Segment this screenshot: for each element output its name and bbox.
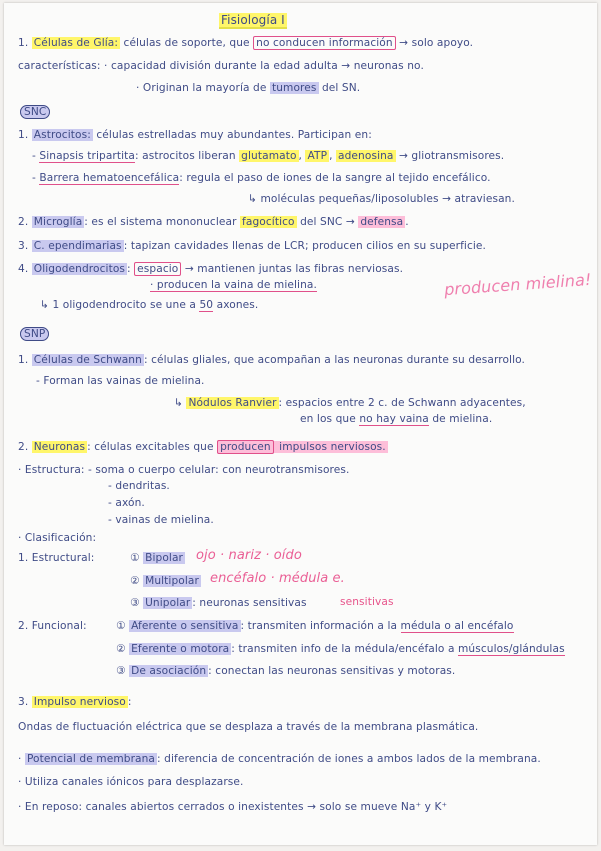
note-text: : células gliales, que acompañan a las neuronas durante su desarrollo. bbox=[143, 354, 525, 366]
note-text: producen mielina! bbox=[443, 269, 592, 300]
notebook-page bbox=[4, 3, 597, 845]
note-text: Sinapsis tripartita bbox=[39, 150, 136, 162]
ependimarias-line bbox=[18, 240, 486, 252]
glia-tumors bbox=[136, 82, 360, 94]
note-text: 2. bbox=[18, 441, 32, 453]
note-text: encéfalo · médula e. bbox=[210, 571, 345, 586]
note-text: Células de Glía: bbox=[33, 37, 119, 49]
note-text: ↳ bbox=[174, 397, 187, 409]
note-text: características: · capacidad división durante la edad adulta → neuronas no. bbox=[18, 60, 424, 72]
oligodendrocitos-mielina bbox=[150, 279, 317, 291]
note-text: : células excitables que bbox=[87, 441, 218, 453]
reposo-line bbox=[18, 801, 447, 813]
barrera-line bbox=[32, 172, 491, 184]
canales-line bbox=[18, 776, 244, 788]
glia-line bbox=[18, 37, 473, 49]
note-text: · Clasificación: bbox=[18, 532, 97, 544]
note-text: : bbox=[127, 696, 132, 708]
note-text: Multipolar bbox=[145, 575, 199, 587]
note-text: ③ bbox=[116, 665, 130, 677]
schwann-line bbox=[18, 354, 525, 366]
note-text: ↳ moléculas pequeñas/liposolubles → atraviesan. bbox=[248, 193, 515, 205]
note-text: · bbox=[18, 753, 25, 765]
unipolar-note bbox=[340, 596, 394, 608]
bipolar-line bbox=[130, 552, 185, 564]
note-text: sensitivas bbox=[340, 596, 394, 608]
note-text: → mantienen juntas las fibras nerviosas. bbox=[181, 263, 404, 275]
note-text: → solo apoyo. bbox=[395, 37, 474, 49]
note-text: ↳ 1 oligodendrocito se une a bbox=[40, 299, 200, 311]
note-text: espacio bbox=[134, 262, 181, 276]
note-text: ① bbox=[130, 552, 144, 564]
microglia-line bbox=[18, 216, 409, 228]
note-text: Ondas de fluctuación eléctrica que se desplaza a través de la membrana plasmática. bbox=[18, 721, 479, 733]
note-text: 3. bbox=[18, 240, 32, 252]
note-text: - bbox=[32, 150, 40, 162]
note-text: · Utiliza canales iónicos para desplazarse. bbox=[18, 776, 244, 788]
note-text: Unipolar bbox=[145, 597, 191, 609]
note-text: Aferente o sensitiva bbox=[131, 620, 239, 632]
estructura-axon bbox=[108, 497, 145, 509]
note-text: defensa bbox=[360, 216, 404, 228]
note-text: → gliotransmisores. bbox=[395, 150, 505, 162]
note-text: 4. bbox=[18, 263, 32, 275]
asociacion-line bbox=[116, 665, 455, 677]
note-text: no conducen información bbox=[253, 36, 396, 50]
note-text: : astrocitos liberan bbox=[135, 150, 240, 162]
note-text: C. ependimarias bbox=[33, 240, 122, 252]
note-text: · Estructura: - soma o cuerpo celular: con neurotransmisores. bbox=[18, 464, 350, 476]
note-text: ① bbox=[116, 620, 130, 632]
note-text: glutamato bbox=[241, 150, 297, 162]
note-text: 1. Estructural: bbox=[18, 552, 95, 564]
note-text: médula o al encéfalo bbox=[400, 620, 514, 632]
note-text: 1. bbox=[18, 129, 32, 141]
aferente-line bbox=[116, 620, 514, 632]
astrocitos-line bbox=[18, 129, 372, 141]
snc-heading bbox=[20, 106, 50, 118]
note-text: Fisiología I bbox=[221, 13, 285, 27]
note-text: , bbox=[298, 150, 306, 162]
note-text: células de soporte, que bbox=[120, 37, 254, 49]
note-text: : es el sistema mononuclear bbox=[84, 216, 241, 228]
note-text: De asociación bbox=[131, 665, 207, 677]
note-text: Eferente o motora bbox=[131, 643, 230, 655]
note-text: tumores bbox=[271, 82, 317, 94]
note-text: 2. Funcional: bbox=[18, 620, 87, 632]
note-text: ② bbox=[116, 643, 130, 655]
note-text: fagocítico bbox=[242, 216, 295, 228]
note-text: : bbox=[127, 263, 135, 275]
glia-features bbox=[18, 60, 424, 72]
page-title bbox=[219, 13, 287, 27]
note-text: Neuronas bbox=[33, 441, 86, 453]
note-text: ② bbox=[130, 575, 144, 587]
note-text: Nódulos Ranvier bbox=[188, 397, 277, 409]
note-text: - bbox=[32, 172, 40, 184]
multipolar-line bbox=[130, 575, 201, 587]
note-text: : diferencia de concentración de iones a ambos lados de la membrana. bbox=[157, 753, 541, 765]
note-text: - Forman las vainas de mielina. bbox=[36, 375, 205, 387]
note-text: : neuronas sensitivas bbox=[192, 597, 307, 609]
note-text: Bipolar bbox=[145, 552, 183, 564]
note-text: ③ bbox=[130, 597, 144, 609]
estructura-dendritas bbox=[108, 480, 170, 492]
note-text: axones. bbox=[213, 299, 259, 311]
funcional-line bbox=[18, 620, 87, 632]
note-text: Potencial de membrana bbox=[26, 753, 156, 765]
note-text: de mielina. bbox=[428, 413, 493, 425]
note-text: SNC bbox=[20, 105, 50, 119]
note-text: 3. bbox=[18, 696, 32, 708]
note-text: 50 bbox=[199, 299, 214, 311]
estructura-vainas bbox=[108, 514, 214, 526]
note-text: - axón. bbox=[108, 497, 145, 509]
note-text: Oligodendrocitos bbox=[33, 263, 126, 275]
note-text: ojo · nariz · oído bbox=[196, 548, 302, 563]
note-text: 1. bbox=[18, 37, 32, 49]
eferente-line bbox=[116, 643, 565, 655]
snp-heading bbox=[20, 328, 49, 340]
multipolar-examples bbox=[210, 571, 345, 586]
clasificacion-heading bbox=[18, 532, 96, 544]
note-text: producen bbox=[217, 440, 274, 454]
note-text: células estrelladas muy abundantes. Participan en: bbox=[92, 129, 372, 141]
estructura-line bbox=[18, 464, 349, 476]
note-text: Impulso nervioso bbox=[33, 696, 126, 708]
note-text: Astrocitos: bbox=[33, 129, 91, 141]
note-text: · Originan la mayoría de bbox=[136, 82, 270, 94]
neuronas-line bbox=[18, 441, 388, 453]
note-text: - vainas de mielina. bbox=[108, 514, 214, 526]
note-text: ATP bbox=[307, 150, 328, 162]
note-text: del SN. bbox=[318, 82, 361, 94]
potencial-line bbox=[18, 753, 541, 765]
note-text: : tapizan cavidades llenas de LCR; producen cilios en su superficie. bbox=[123, 240, 487, 252]
note-text: : regula el paso de iones de la sangre al tejido encefálico. bbox=[179, 172, 491, 184]
oligodendrocitos-line bbox=[18, 263, 403, 275]
note-text: SNP bbox=[20, 327, 49, 341]
note-text: en los que bbox=[300, 413, 360, 425]
note-text: : transmiten info de la médula/encéfalo a bbox=[231, 643, 459, 655]
note-text: adenosina bbox=[338, 150, 394, 162]
sinapsis-line bbox=[32, 150, 504, 162]
note-text: , bbox=[329, 150, 337, 162]
note-text: impulsos nerviosos. bbox=[275, 441, 386, 453]
bipolar-examples bbox=[196, 548, 302, 563]
mielina-margin-note bbox=[444, 270, 592, 299]
note-text: Barrera hematoencefálica bbox=[39, 172, 180, 184]
note-text: : espacios entre 2 c. de Schwann adyacentes, bbox=[278, 397, 526, 409]
note-text: : transmiten información a la bbox=[240, 620, 401, 632]
schwann-mielina bbox=[36, 375, 205, 387]
note-text: del SNC → bbox=[296, 216, 359, 228]
note-text: 1. bbox=[18, 354, 32, 366]
unipolar-line bbox=[130, 597, 307, 609]
barrera-detail bbox=[248, 193, 515, 205]
impulso-heading bbox=[18, 696, 132, 708]
ranvier-line bbox=[174, 397, 526, 409]
ranvier-detail bbox=[300, 413, 492, 425]
estructural-line bbox=[18, 552, 94, 564]
note-text: 2. bbox=[18, 216, 32, 228]
oligodendrocito-axones bbox=[40, 299, 258, 311]
note-text: no hay vaina bbox=[359, 413, 429, 425]
note-text: . bbox=[405, 216, 409, 228]
note-text: - dendritas. bbox=[108, 480, 170, 492]
note-text: · producen la vaina de mielina. bbox=[150, 279, 317, 291]
note-text: músculos/glándulas bbox=[458, 643, 565, 655]
note-text: · En reposo: canales abiertos cerrados o inexistentes → solo se mueve Na⁺ y K⁺ bbox=[18, 801, 448, 813]
impulso-definition bbox=[18, 721, 478, 733]
note-text: Células de Schwann bbox=[33, 354, 142, 366]
note-text: Microglía bbox=[33, 216, 83, 228]
note-text: : conectan las neuronas sensitivas y motoras. bbox=[208, 665, 456, 677]
